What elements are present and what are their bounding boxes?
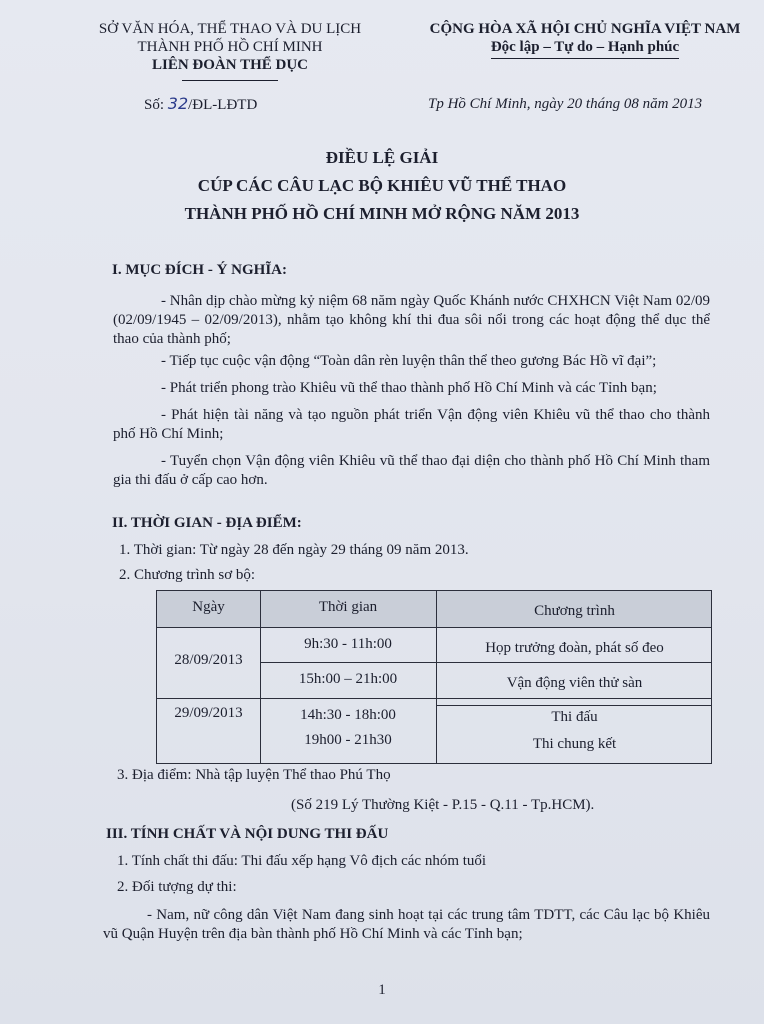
section-1-paragraph-2: - Tiếp tục cuộc vận động “Toàn dân rèn luyện thân thể theo gương Bác Hồ vĩ đại”;: [161, 353, 657, 369]
table-header-time: Thời gian: [318, 599, 378, 615]
section-2-heading: II. THỜI GIAN - ĐỊA ĐIỂM:: [112, 515, 302, 531]
table-cell-day-2: 29/09/2013: [174, 705, 243, 721]
issuer-line-3: LIÊN ĐOÀN THỂ DỤC: [152, 57, 308, 73]
venue-address: (Số 219 Lý Thường Kiệt - P.15 - Q.11 - Tp.HCM).: [291, 797, 595, 813]
section-1-heading: I. MỤC ĐÍCH - Ý NGHĨA:: [112, 262, 287, 278]
issuer-underline: [182, 80, 278, 81]
doc-number-handwritten: 32: [167, 94, 189, 113]
title-line-2: CÚP CÁC CÂU LẠC BỘ KHIÊU VŨ THỂ THAO: [197, 176, 567, 195]
section-2-item-3: 3. Địa điểm: Nhà tập luyện Thể thao Phú Thọ: [117, 767, 391, 783]
nation-name: CỘNG HÒA XÃ HỘI CHỦ NGHĨA VIỆT NAM: [429, 21, 741, 37]
table-cell-day1-time-2: 15h:00 – 21h:00: [298, 671, 398, 687]
table-cell-day2-program-2: Thi chung kết: [532, 736, 617, 752]
place-date: Tp Hồ Chí Minh, ngày 20 tháng 08 năm 2013: [428, 96, 703, 112]
page-number: 1: [378, 982, 386, 998]
section-1-paragraph-3: - Phát triển phong trào Khiêu vũ thể thao thành phố Hồ Chí Minh và các Tỉnh bạn;: [161, 380, 657, 396]
section-2-item-1: 1. Thời gian: Từ ngày 28 đến ngày 29 tháng 09 năm 2013.: [119, 542, 469, 558]
section-3-item-2: 2. Đối tượng dự thi:: [117, 879, 237, 895]
section-1-paragraph-5: - Tuyển chọn Vận động viên Khiêu vũ thể thao đại diện cho thành phố Hồ Chí Minh tham gia thi đấu ở cấp cao hơn.: [113, 453, 710, 488]
table-cell-day2-time-2: 19h00 - 21h30: [304, 732, 392, 748]
table-cell-day-1: 28/09/2013: [174, 652, 243, 668]
section-3-paragraph-1: - Nam, nữ công dân Việt Nam đang sinh hoạt tại các trung tâm TDTT, các Câu lạc bộ Khiêu vũ Quận Huyện trên địa bàn thành phố Hồ Chí Minh và các Tỉnh bạn;: [103, 907, 710, 942]
schedule-table: [156, 590, 712, 764]
table-cell-day1-program-1: Họp trưởng đoàn, phát số đeo: [485, 640, 664, 656]
issuer-block: [70, 20, 390, 81]
doc-number-suffix: /ĐL-LĐTD: [188, 97, 258, 113]
table-cell-day2-time-1: 14h:30 - 18h:00: [300, 707, 396, 723]
issuer-line-1: SỞ VĂN HÓA, THỂ THAO VÀ DU LỊCH: [98, 21, 362, 37]
document-number: [144, 94, 257, 114]
doc-number-prefix: Số:: [144, 97, 168, 113]
section-2-item-2: 2. Chương trình sơ bộ:: [119, 567, 256, 583]
issuer-line-2: THÀNH PHỐ HỒ CHÍ MINH: [137, 39, 323, 55]
title-line-3: THÀNH PHỐ HỒ CHÍ MINH MỞ RỘNG NĂM 2013: [184, 204, 580, 223]
table-cell-day2-program-1: Thi đấu: [551, 709, 598, 725]
section-1-paragraph-4: - Phát hiện tài năng và tạo nguồn phát triển Vận động viên Khiêu vũ thể thao cho thành phố Hồ Chí Minh;: [113, 407, 710, 442]
national-motto: Độc lập – Tự do – Hạnh phúc: [491, 38, 679, 59]
section-3-item-1: 1. Tính chất thi đấu: Thi đấu xếp hạng Vô địch các nhóm tuổi: [117, 853, 487, 869]
title-line-1: ĐIỀU LỆ GIẢI: [325, 148, 439, 167]
table-header-program: Chương trình: [534, 603, 615, 619]
table-header-date: Ngày: [192, 599, 225, 615]
section-1-paragraph-1: - Nhân dịp chào mừng kỷ niệm 68 năm ngày Quốc Khánh nước CHXHCN Việt Nam 02/09 (02/09/1945 – 02/09/2013), nhằm tạo không khí thi đua sôi nổi trong các hoạt động thể dục thể thao của thành phố;: [113, 293, 710, 347]
table-cell-day1-program-2: Vận động viên thử sàn: [506, 675, 643, 691]
table-cell-day1-time-1: 9h:30 - 11h:00: [304, 636, 392, 652]
national-heading: [410, 20, 760, 59]
section-3-heading: III. TÍNH CHẤT VÀ NỘI DUNG THI ĐẤU: [106, 826, 389, 842]
